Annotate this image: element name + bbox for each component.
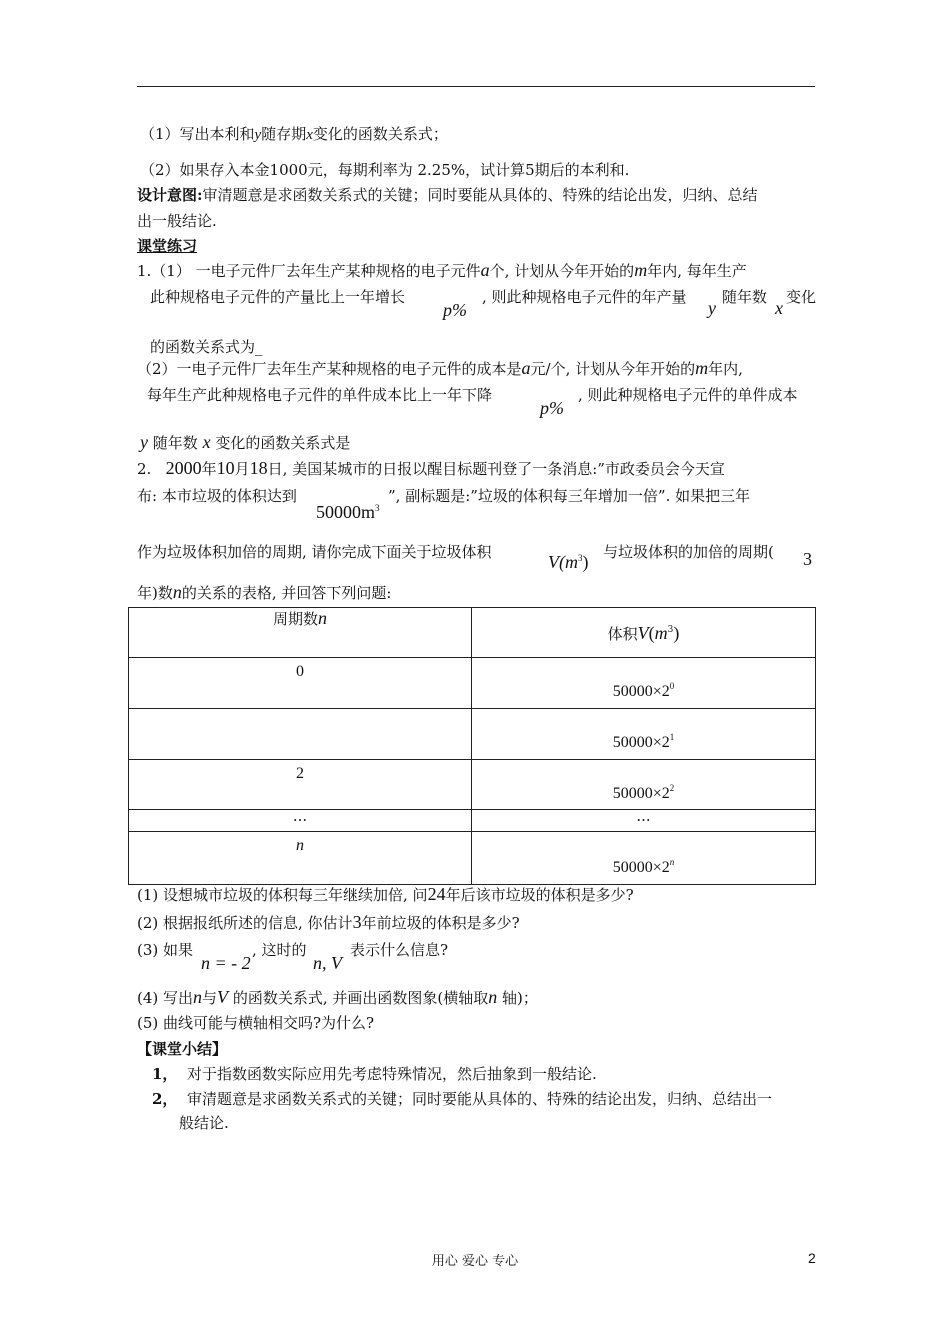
sub-q2: (2) 根据报纸所述的信息, 你估计3年前垃圾的体积是多少? <box>137 912 520 932</box>
table-row <box>129 658 816 709</box>
q1-line2d: 变化 <box>786 288 817 306</box>
q2-line3b: 与垃圾体积的加倍的周期( <box>603 543 774 561</box>
header-rule <box>137 86 815 87</box>
q2-volume: $50000m^3$ <box>316 502 380 522</box>
sub-q3c: 表示什么信息? <box>350 941 449 959</box>
header-cell-v: 体积$V(m^3)$ <box>472 608 816 658</box>
practice-heading: 课堂练习 <box>137 237 198 255</box>
q2-line4: 年)数n的关系的表格, 并回答下列问题: <box>137 582 392 602</box>
q1-x: x <box>775 298 783 318</box>
summary-heading: 【课堂小结】 <box>137 1040 228 1058</box>
cell-n: 0 <box>296 663 304 680</box>
q2-line2b: ”, 副标题是:”垃圾的体积每三年增加一倍”. 如果把三年 <box>388 487 751 505</box>
cell-v: ··· <box>636 811 651 829</box>
header-cell-n: 周期数n <box>129 608 472 658</box>
design-intent: 设计意图:审清题意是求函数关系式的关键；同时要能从具体的、特殊的结论出发，归纳、总结 <box>137 186 758 204</box>
sub-q4: (4) 写出n与V 的函数关系式, 并画出函数图象(横轴取n 轴)； <box>137 987 538 1007</box>
volume-table <box>128 607 816 885</box>
footer-motto: 用心 爱心 专心 <box>431 1254 519 1269</box>
q1-y: y <box>708 298 716 318</box>
table-row <box>129 709 816 760</box>
q1-percent: p% <box>443 300 467 320</box>
summary-item: 1， 对于指数函数实际应用先考虑特殊情况，然后抽象到一般结论. <box>152 1065 597 1083</box>
cell-v: $50000\times 2^n$ <box>612 857 675 876</box>
sub-q1: (1) 设想城市垃圾的体积每三年继续加倍, 问24年后该市垃圾的体积是多少? <box>137 884 634 904</box>
q2-line1: 2. 2000年10月18日, 美国某城市的日报以醒目标题刊登了一条消息:”市政委员会今天宣 <box>137 458 725 478</box>
q1-line3: 的函数关系式为_ <box>150 338 263 356</box>
cell-n: 2 <box>296 765 304 782</box>
page-number: 2 <box>808 1250 816 1266</box>
design-intent-cont: 出一般结论. <box>137 212 217 230</box>
q1b-line2a: 每年生产此种规格电子元件的单件成本比上一年下降 <box>147 386 493 404</box>
table-header-row <box>129 608 816 658</box>
table-row <box>129 810 816 832</box>
table-row <box>129 832 816 885</box>
sub-q3-eq: n = - 2 <box>201 953 251 973</box>
q2-line2a: 布: 本市垃圾的体积达到 <box>137 487 297 505</box>
q2-three: 3 <box>803 549 812 569</box>
summary-item-cont: 般结论. <box>179 1114 229 1132</box>
q1-line2a: 此种规格电子元件的产量比上一年增长 <box>150 288 406 306</box>
table-row <box>129 760 816 810</box>
cell-n: n <box>296 837 304 854</box>
cell-v: $50000\times 2^2$ <box>612 783 675 802</box>
sub-q3b: , 这时的 <box>252 941 307 959</box>
q1-line1: 1.（1） 一电子元件厂去年生产某种规格的电子元件a个, 计划从今年开始的m年内, 每年生产 <box>137 260 747 280</box>
q1b-line3: y 随年数 x 变化的函数关系式是 <box>140 432 351 452</box>
cell-n: ··· <box>292 811 308 829</box>
q1-line2b: , 则此种规格电子元件的年产量 <box>482 288 687 306</box>
paragraph-2: （2）如果存入本金1000元，每期利率为 2.25%，试计算5期后的本利和. <box>140 161 630 179</box>
sub-q3a: (3) 如果 <box>137 941 194 959</box>
sub-q3-nv: n, V <box>313 953 342 973</box>
cell-v: $50000\times 2^0$ <box>612 681 675 700</box>
q1b-percent: p% <box>540 398 564 418</box>
q1b-line2b: , 则此种规格电子元件的单件成本 <box>578 386 798 404</box>
q1b-line1: （2）一电子元件厂去年生产某种规格的电子元件的成本是a元/个, 计划从今年开始的m年内, <box>137 358 743 378</box>
q2-line3a: 作为垃圾体积加倍的周期, 请你完成下面关于垃圾体积 <box>137 543 492 561</box>
q2-V-expr: $V(m^3)$ <box>548 552 589 572</box>
cell-v: $50000\times 2^1$ <box>612 732 675 751</box>
q1-line2c: 随年数 <box>722 288 768 306</box>
paragraph-1: （1）写出本利和y随存期x变化的函数关系式； <box>140 125 448 143</box>
summary-item: 2， 审清题意是求函数关系式的关键；同时要能从具体的、特殊的结论出发，归纳、总结出一 <box>152 1090 772 1108</box>
sub-q5: (5) 曲线可能与横轴相交吗?为什么? <box>137 1014 375 1032</box>
